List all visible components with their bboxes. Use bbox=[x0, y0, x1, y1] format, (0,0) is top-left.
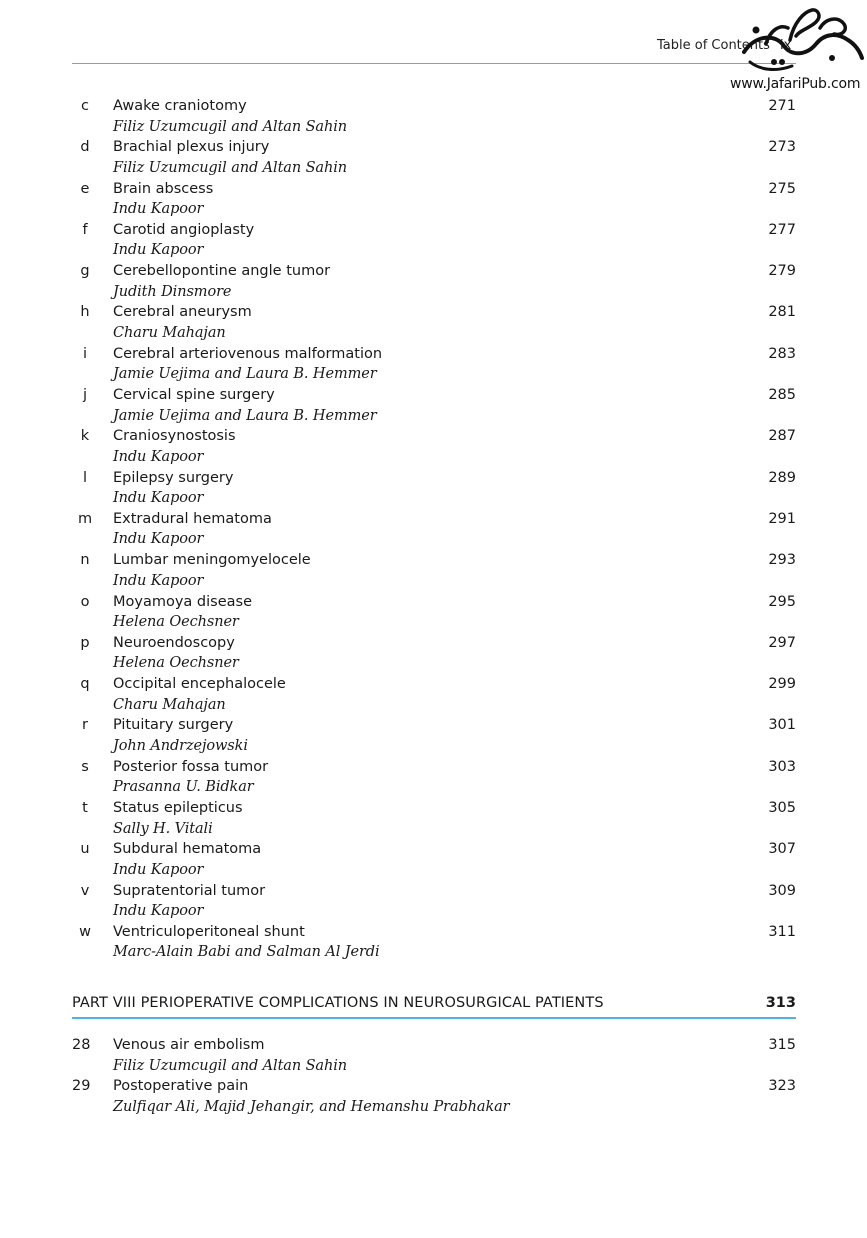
entry-page-number: 279 bbox=[768, 263, 796, 280]
entry-author: Jamie Uejima and Laura B. Hemmer bbox=[113, 366, 377, 383]
entry-title: Extradural hematoma bbox=[113, 510, 272, 527]
entry-title: Neuroendoscopy bbox=[113, 634, 235, 651]
entry-letter: v bbox=[80, 882, 90, 899]
entry-author: Indu Kapoor bbox=[113, 448, 204, 465]
page-folio: ix bbox=[780, 38, 792, 53]
header-rule bbox=[72, 63, 796, 64]
entry-page-number: 305 bbox=[768, 800, 796, 817]
entry-author: Indu Kapoor bbox=[113, 531, 204, 548]
chapter-number: 28 bbox=[72, 1037, 91, 1053]
entry-page-number: 303 bbox=[768, 758, 796, 775]
chapter-number: 29 bbox=[72, 1078, 91, 1095]
entry-letter: w bbox=[79, 923, 91, 940]
entry-title: Brain abscess bbox=[113, 180, 214, 197]
entry-page-number: 315 bbox=[768, 1037, 796, 1053]
entry-author: Helena Oechsner bbox=[113, 655, 239, 672]
entry-title: Ventriculoperitoneal shunt bbox=[113, 923, 305, 940]
toc-entry bbox=[72, 96, 796, 137]
entry-page-number: 285 bbox=[768, 387, 796, 404]
entry-letter: j bbox=[82, 387, 88, 404]
toc-entry bbox=[72, 592, 796, 633]
entry-author: Filiz Uzumcugil and Altan Sahin bbox=[113, 1057, 347, 1074]
entry-author: Filiz Uzumcugil and Altan Sahin bbox=[113, 118, 347, 135]
entry-letter: s bbox=[81, 758, 89, 775]
entry-page-number: 271 bbox=[768, 98, 796, 114]
entry-title: Occipital encephalocele bbox=[113, 676, 286, 693]
entry-title: Craniosynostosis bbox=[113, 428, 236, 445]
entry-letter: t bbox=[82, 800, 88, 817]
toc-entry bbox=[72, 344, 796, 385]
part-page-number: 313 bbox=[765, 995, 796, 1011]
entry-author: John Andrzejowski bbox=[113, 737, 248, 754]
toc-entry bbox=[72, 220, 796, 261]
entry-letter: i bbox=[82, 345, 88, 362]
entry-title: Moyamoya disease bbox=[113, 593, 252, 610]
entry-page-number: 277 bbox=[768, 221, 796, 238]
entry-letter: r bbox=[82, 717, 88, 734]
entry-author: Charu Mahajan bbox=[113, 696, 226, 713]
entry-page-number: 307 bbox=[768, 841, 796, 858]
entry-page-number: 323 bbox=[768, 1078, 796, 1095]
entry-author: Indu Kapoor bbox=[113, 201, 204, 218]
entry-author: Zulfiqar Ali, Majid Jehangir, and Hemanshu Prabhakar bbox=[113, 1098, 510, 1115]
toc-entry bbox=[72, 1076, 796, 1117]
entry-author: Indu Kapoor bbox=[113, 490, 204, 507]
entry-title: Supratentorial tumor bbox=[113, 882, 266, 899]
entry-page-number: 275 bbox=[768, 180, 796, 197]
entry-page-number: 291 bbox=[768, 510, 796, 527]
entry-page-number: 309 bbox=[768, 882, 796, 899]
toc-entry bbox=[72, 798, 796, 839]
toc-entry bbox=[72, 137, 796, 178]
entry-title: Venous air embolism bbox=[113, 1037, 265, 1053]
toc-entry bbox=[72, 674, 796, 715]
entry-letter: m bbox=[77, 510, 93, 527]
entry-author: Indu Kapoor bbox=[113, 242, 204, 259]
part-label: PART VIII PERIOPERATIVE COMPLICATIONS IN NEUROSURGICAL PATIENTS bbox=[72, 995, 604, 1011]
toc-entry bbox=[72, 881, 796, 922]
entry-title: Cervical spine surgery bbox=[113, 387, 275, 404]
entry-author: Indu Kapoor bbox=[113, 903, 204, 920]
entry-title: Epilepsy surgery bbox=[113, 469, 234, 486]
entry-page-number: 301 bbox=[768, 717, 796, 734]
entry-author: Prasanna U. Bidkar bbox=[113, 779, 254, 796]
entry-author: Judith Dinsmore bbox=[113, 283, 232, 300]
toc-entry bbox=[72, 426, 796, 467]
entry-author: Filiz Uzumcugil and Altan Sahin bbox=[113, 159, 347, 176]
toc-entry bbox=[72, 633, 796, 674]
entry-page-number: 283 bbox=[768, 345, 796, 362]
entry-letter: f bbox=[82, 221, 88, 238]
entry-title: Subdural hematoma bbox=[113, 841, 262, 858]
entry-author: Charu Mahajan bbox=[113, 324, 226, 341]
entry-page-number: 311 bbox=[768, 923, 796, 940]
toc-entry bbox=[72, 179, 796, 220]
entry-page-number: 289 bbox=[768, 469, 796, 486]
toc-entry bbox=[72, 509, 796, 550]
publisher-site-text: www.JafariPub.com bbox=[730, 76, 861, 92]
entry-letter: e bbox=[80, 180, 90, 197]
entry-title: Status epilepticus bbox=[113, 800, 243, 817]
toc-entry bbox=[72, 385, 796, 426]
entry-author: Sally H. Vitali bbox=[113, 820, 213, 837]
entry-author: Jamie Uejima and Laura B. Hemmer bbox=[113, 407, 377, 424]
entry-title: Carotid angioplasty bbox=[113, 221, 255, 238]
toc-entry bbox=[72, 302, 796, 343]
entry-title: Cerebellopontine angle tumor bbox=[113, 263, 331, 280]
entry-letter: o bbox=[80, 593, 90, 610]
publisher-watermark bbox=[728, 4, 867, 92]
entry-page-number: 281 bbox=[768, 304, 796, 321]
entry-title: Lumbar meningomyelocele bbox=[113, 552, 311, 569]
entry-author: Indu Kapoor bbox=[113, 572, 204, 589]
entry-page-number: 295 bbox=[768, 593, 796, 610]
toc-entry bbox=[72, 468, 796, 509]
entry-page-number: 299 bbox=[768, 676, 796, 693]
publisher-logo-icon bbox=[736, 4, 866, 74]
entry-title: Cerebral aneurysm bbox=[113, 304, 252, 321]
entry-page-number: 293 bbox=[768, 552, 796, 569]
entry-title: Pituitary surgery bbox=[113, 717, 234, 734]
toc-entry bbox=[72, 1035, 796, 1076]
entry-letter: g bbox=[80, 263, 90, 280]
entry-page-number: 273 bbox=[768, 139, 796, 156]
entry-letter: q bbox=[80, 676, 90, 693]
entry-page-number: 297 bbox=[768, 634, 796, 651]
chapter-entries bbox=[72, 1035, 796, 1118]
entry-letter: h bbox=[80, 304, 90, 321]
entry-letter: c bbox=[81, 98, 89, 114]
entry-title: Cerebral arteriovenous malformation bbox=[113, 345, 383, 362]
entry-title: Awake craniotomy bbox=[113, 98, 247, 114]
entry-author: Helena Oechsner bbox=[113, 614, 239, 631]
part-heading bbox=[72, 993, 796, 1015]
toc-entry bbox=[72, 922, 796, 963]
entry-letter: k bbox=[80, 428, 90, 445]
entry-title: Postoperative pain bbox=[113, 1078, 249, 1095]
entry-letter: u bbox=[80, 841, 90, 858]
entry-letter: n bbox=[80, 552, 90, 569]
entry-author: Indu Kapoor bbox=[113, 861, 204, 878]
toc-entries bbox=[72, 96, 796, 963]
entry-page-number: 287 bbox=[768, 428, 796, 445]
toc-entry bbox=[72, 839, 796, 880]
toc-entry bbox=[72, 261, 796, 302]
entry-letter: l bbox=[82, 469, 88, 486]
toc-entry bbox=[72, 715, 796, 756]
entry-letter: p bbox=[80, 634, 90, 651]
entry-author: Marc-Alain Babi and Salman Al Jerdi bbox=[113, 944, 380, 961]
toc-entry bbox=[72, 550, 796, 591]
entry-title: Brachial plexus injury bbox=[113, 139, 270, 156]
part-rule bbox=[72, 1017, 796, 1019]
running-title: Table of Contents bbox=[657, 38, 770, 53]
entry-title: Posterior fossa tumor bbox=[113, 758, 269, 775]
entry-letter: d bbox=[80, 139, 90, 156]
toc-entry bbox=[72, 757, 796, 798]
